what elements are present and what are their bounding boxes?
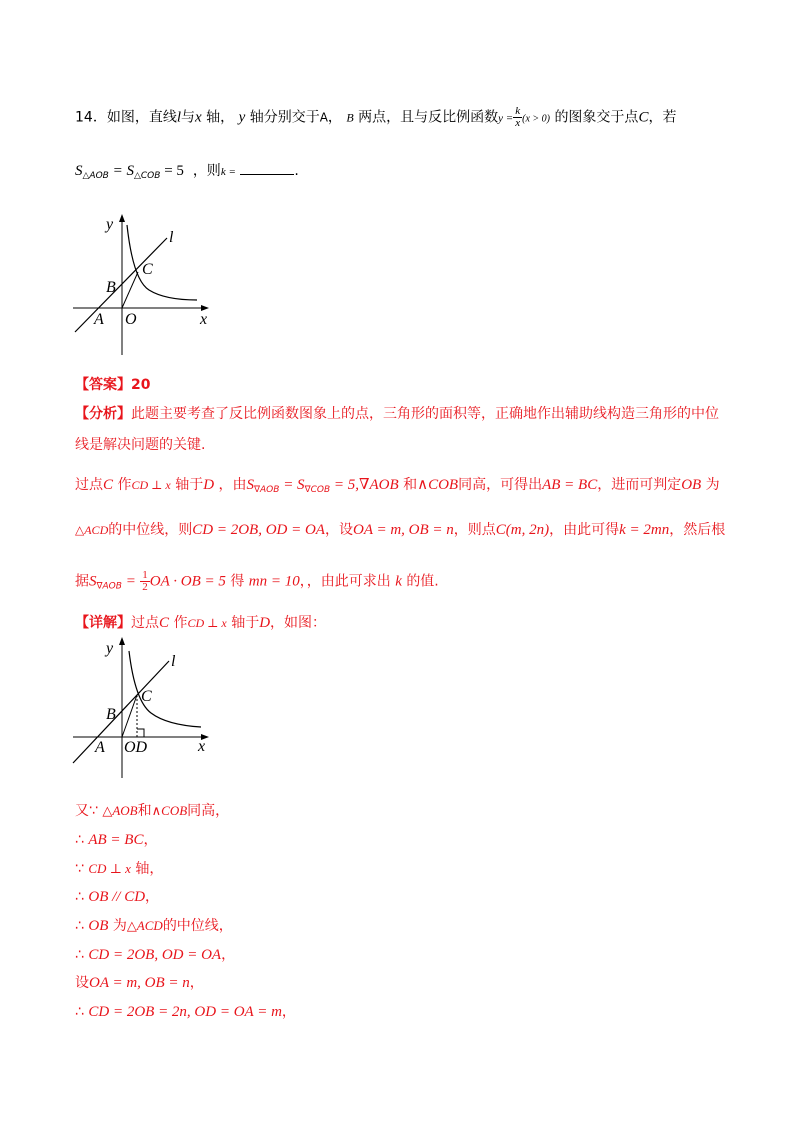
label-c: C <box>141 688 152 705</box>
line-l <box>75 238 167 332</box>
step-3: ∵ CD ⊥ x 轴， <box>75 861 164 877</box>
step-8: ∴ CD = 2OB = 2n, OD = OA = m， <box>75 1004 296 1020</box>
analysis-tag: 【分析】 <box>75 406 131 422</box>
label-x: x <box>200 311 208 328</box>
figure-question-graph <box>65 210 225 360</box>
question-number: 14． <box>75 109 107 126</box>
segment-oc <box>122 272 138 308</box>
hyperbola-curve <box>127 225 197 300</box>
step-2: ∴ AB = BC， <box>75 832 158 848</box>
segment-oc <box>122 695 137 737</box>
step-7: 设OA = m, OB = n， <box>75 975 204 991</box>
half-fraction: $\frac{1}{2}$ <box>142 569 148 593</box>
label-x: x <box>198 738 206 755</box>
step-1: 又∵ △AOB和∧COB同高， <box>75 803 230 819</box>
detail-line: 【详解】过点C 作CD ⊥ x 轴于D，如图： <box>75 615 327 631</box>
label-l: l <box>169 229 174 246</box>
y-axis-arrow <box>119 637 125 645</box>
line-l <box>73 661 169 763</box>
answer-blank <box>240 162 294 175</box>
right-angle-mark <box>137 729 144 737</box>
label-l: l <box>171 653 176 670</box>
answer-line <box>75 374 150 394</box>
answer-tag: 【答案】 <box>75 377 131 393</box>
label-y: y <box>106 216 114 233</box>
analysis-line-5: 据$S_{\nabla AOB}$ = $\frac{1}{2}$ OA · OB = 5 得 mn = 10，，由此可求出 k 的值. <box>75 569 439 593</box>
function-fraction: $\frac{k}{x}$ <box>515 105 521 129</box>
analysis-line-1: 【分析】此题主要考查了反比例函数图象上的点，三角形的面积等，正确地作出辅助线构造三角形的中位 <box>75 406 719 422</box>
question-line-1: 14．如图，直线l与x 轴， y 轴分别交于A， B 两点，且与反比例函数y = $\frac{k}{x}$ (x > 0) 的图象交于点C，若 <box>75 105 677 129</box>
label-a: A <box>95 739 105 756</box>
analysis-line-2: 线是解决问题的关键. <box>75 437 206 453</box>
step-6: ∴ CD = 2OB, OD = OA， <box>75 947 236 963</box>
step-4: ∴ OB // CD， <box>75 889 160 905</box>
analysis-line-4: △ACD的中位线，则CD = 2OB, OD = OA，设OA = m, OB = n，则点C(m, 2n)，由此可得k = 2mn，然后根 <box>75 522 726 538</box>
label-a: A <box>94 311 104 328</box>
label-b: B <box>106 706 116 723</box>
label-b: B <box>106 279 116 296</box>
label-c: C <box>142 261 153 278</box>
figure-detail-graph <box>65 633 225 781</box>
step-5: ∴ OB 为△ACD的中位线， <box>75 918 233 934</box>
analysis-line-3: 过点C 作CD ⊥ x 轴于D ，由$S_{\nabla AOB} = S_{\nabla COB} = 5,\nabla AOB$ 和∧COB同高，可得出AB = BC，进而可判定OB 为 <box>75 477 720 495</box>
answer-value: 20 <box>131 377 151 393</box>
label-od: OD <box>124 739 148 756</box>
y-axis-arrow <box>119 214 125 222</box>
detail-tag: 【详解】 <box>75 615 131 631</box>
question-line-2: $S_{\triangle AOB} = S_{\triangle COB} = 5$ ，则k = . <box>75 163 299 181</box>
label-y: y <box>106 640 114 657</box>
hyperbola-curve <box>129 651 201 727</box>
label-o: O <box>125 311 137 328</box>
